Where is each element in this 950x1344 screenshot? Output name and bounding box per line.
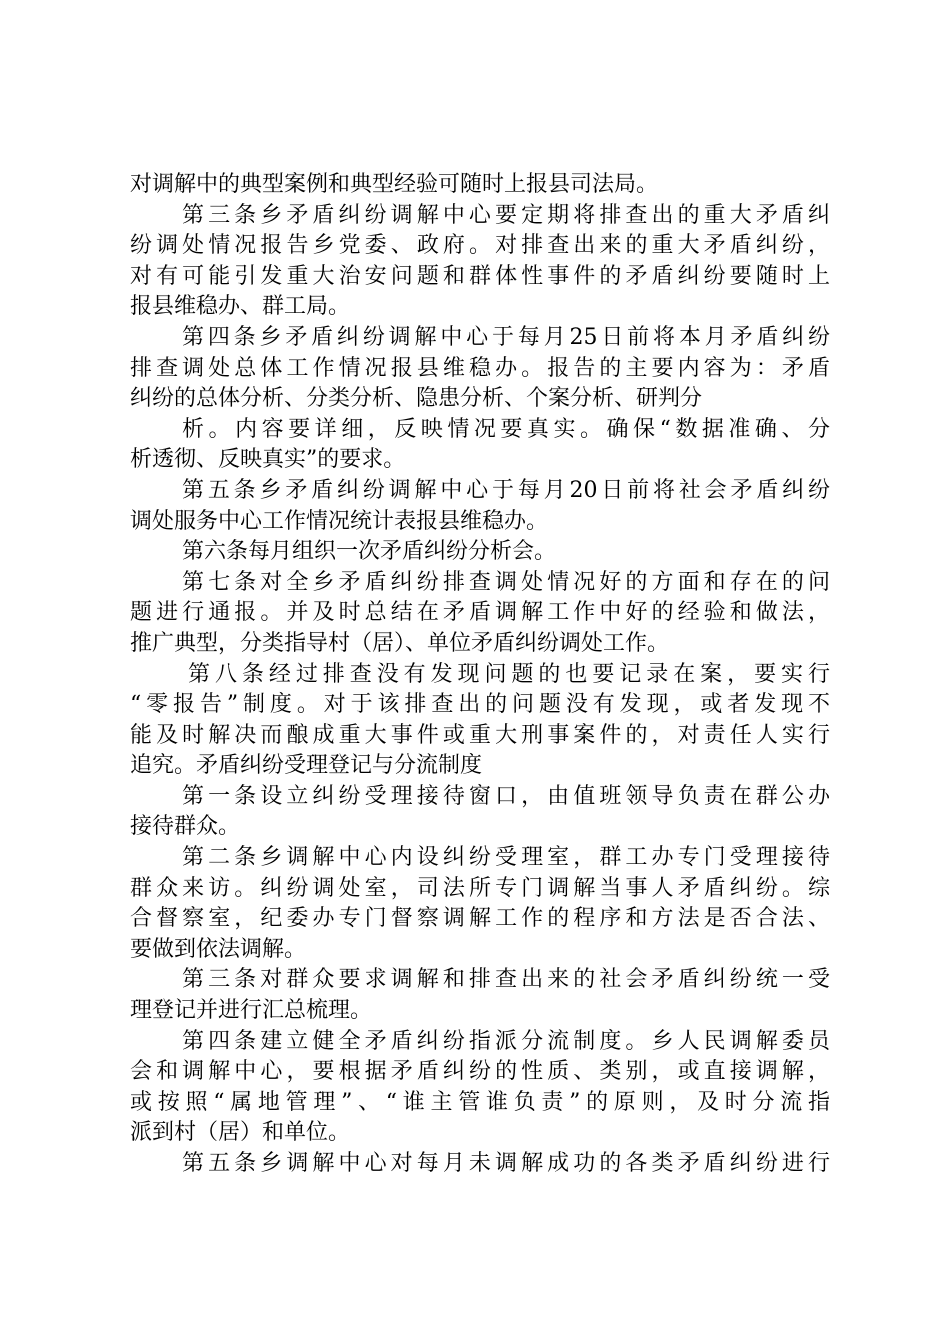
text-line: 派到村（居）和单位。	[130, 1120, 351, 1146]
text-line: 第六条每月组织一次矛盾纠纷分析会。	[182, 539, 557, 565]
text-line: 调处服务中心工作情况统计表报县维稳办。	[130, 508, 549, 534]
text-line: 报县维稳办、群工局。	[130, 294, 351, 320]
text-line: 对调解中的典型案例和典型经验可随时上报县司法局。	[130, 172, 659, 197]
text-line: 纷调处情况报告乡党委、政府。对排查出来的重大矛盾纠纷，	[130, 233, 830, 259]
text-line: 第七条对全乡矛盾纠纷排查调处情况好的方面和存在的问	[182, 569, 830, 595]
text-line: 第八条经过排查没有发现问题的也要记录在案，要实行	[188, 661, 830, 687]
text-line: 要做到依法调解。	[130, 936, 307, 962]
text-line: 第五条乡调解中心对每月未调解成功的各类矛盾纠纷进行	[182, 1151, 830, 1176]
text-line: 会和调解中心，要根据矛盾纠纷的性质、类别，或直接调解，	[130, 1059, 830, 1085]
text-line: 第三条对群众要求调解和排查出来的社会矛盾纠纷统一受	[182, 967, 830, 993]
text-line: 能及时解决而酿成重大事件或重大刑事案件的，对责任人实行	[130, 722, 830, 748]
text-line: 合督察室，纪委办专门督察调解工作的程序和方法是否合法、	[130, 906, 830, 932]
text-line: “零报告”制度。对于该排查出的问题没有发现，或者发现不	[130, 692, 830, 718]
text-line: 推广典型，分类指导村（居）、单位矛盾纠纷调处工作。	[130, 630, 670, 656]
text-line: 理登记并进行汇总梳理。	[130, 998, 373, 1024]
text-line: 对有可能引发重大治安问题和群体性事件的矛盾纠纷要随时上	[130, 263, 830, 289]
text-line: 第四条建立健全矛盾纠纷指派分流制度。乡人民调解委员	[182, 1028, 830, 1054]
text-line: 群众来访。纠纷调处室，司法所专门调解当事人矛盾纠纷。综	[130, 875, 830, 901]
text-line: 接待群众。	[130, 814, 241, 840]
text-line: 题进行通报。并及时总结在矛盾调解工作中好的经验和做法，	[130, 600, 830, 626]
text-line: 第五条乡矛盾纠纷调解中心于每月20日前将社会矛盾纠纷	[182, 477, 830, 503]
text-line: 析透彻、反映真实”的要求。	[130, 447, 406, 473]
text-line: 第二条乡调解中心内设纠纷受理室，群工办专门受理接待	[182, 845, 830, 871]
text-line: 纠纷的总体分析、分类分析、隐患分析、个案分析、研判分	[130, 386, 703, 412]
body-text	[130, 170, 830, 1180]
text-line: 第一条设立纠纷受理接待窗口，由值班领导负责在群公办	[182, 783, 830, 809]
text-line: 追究。矛盾纠纷受理登记与分流制度	[130, 753, 483, 779]
text-line: 排查调处总体工作情况报县维稳办。报告的主要内容为：矛盾	[130, 355, 830, 381]
text-line: 第三条乡矛盾纠纷调解中心要定期将排查出的重大矛盾纠	[182, 202, 830, 228]
text-line: 第四条乡矛盾纠纷调解中心于每月25日前将本月矛盾纠纷	[182, 324, 830, 350]
text-line: 或按照“属地管理”、“谁主管谁负责”的原则，及时分流指	[130, 1089, 830, 1115]
text-line: 析。内容要详细，反映情况要真实。确保“数据准确、分	[182, 416, 830, 442]
